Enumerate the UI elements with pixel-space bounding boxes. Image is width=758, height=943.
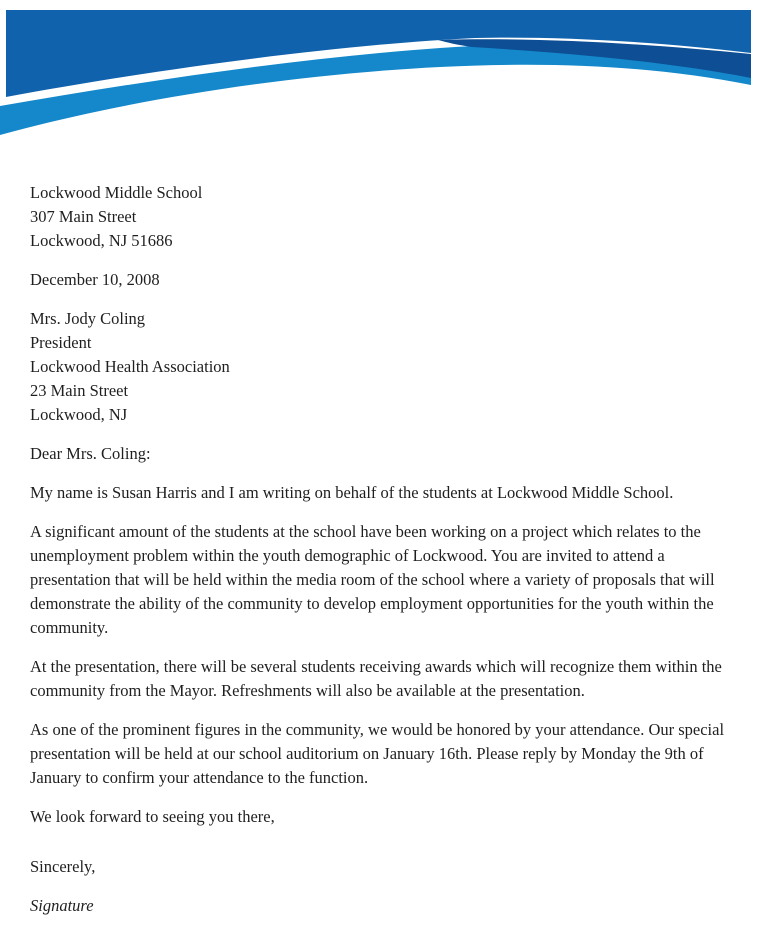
sender-address-line: Lockwood Middle School — [30, 183, 203, 202]
salutation — [30, 442, 742, 466]
body-paragraph: At the presentation, there will be several students receiving awards which will recognize them within the community from the Mayor. Refreshments will also be available at the presentation. — [30, 657, 722, 700]
recipient-address-line: Mrs. Jody Coling — [30, 309, 146, 328]
date-block — [30, 268, 742, 292]
salutation-text: Dear Mrs. Coling: — [30, 444, 151, 463]
letter-body — [0, 155, 758, 918]
closing-text: Sincerely, — [30, 857, 96, 876]
sender-address-line: Lockwood, NJ 51686 — [30, 231, 173, 250]
body-paragraph: We look forward to seeing you there, — [30, 807, 275, 826]
sender-address — [30, 181, 742, 253]
closing — [30, 855, 742, 879]
letterhead-swoosh-graphic — [0, 0, 758, 155]
recipient-address-line: 23 Main Street — [30, 381, 129, 400]
body-paragraph: As one of the prominent figures in the community, we would be honored by your attendance. Our special presentation will be held at our school auditorium on January 16th. Please reply by Monday the 9th of January to confirm your attendance to the function. — [30, 720, 725, 787]
signature-placeholder: Signature — [30, 896, 94, 915]
recipient-address-line: Lockwood, NJ — [30, 405, 128, 424]
body-paragraph: My name is Susan Harris and I am writing on behalf of the students at Lockwood Middle School. — [30, 483, 674, 502]
signature-block — [30, 894, 742, 918]
body-paragraph: A significant amount of the students at the school have been working on a project which relates to the unemployment problem within the youth demographic of Lockwood. You are invited to attend a presentation that will be held within the media room of the school where a variety of proposals that will demonstrate the ability of the community to develop employment opportunities for the youth within the community. — [30, 522, 715, 637]
recipient-address-line: Lockwood Health Association — [30, 357, 230, 376]
recipient-address — [30, 307, 742, 427]
recipient-address-line: President — [30, 333, 92, 352]
letter-date: December 10, 2008 — [30, 270, 160, 289]
sender-address-line: 307 Main Street — [30, 207, 137, 226]
